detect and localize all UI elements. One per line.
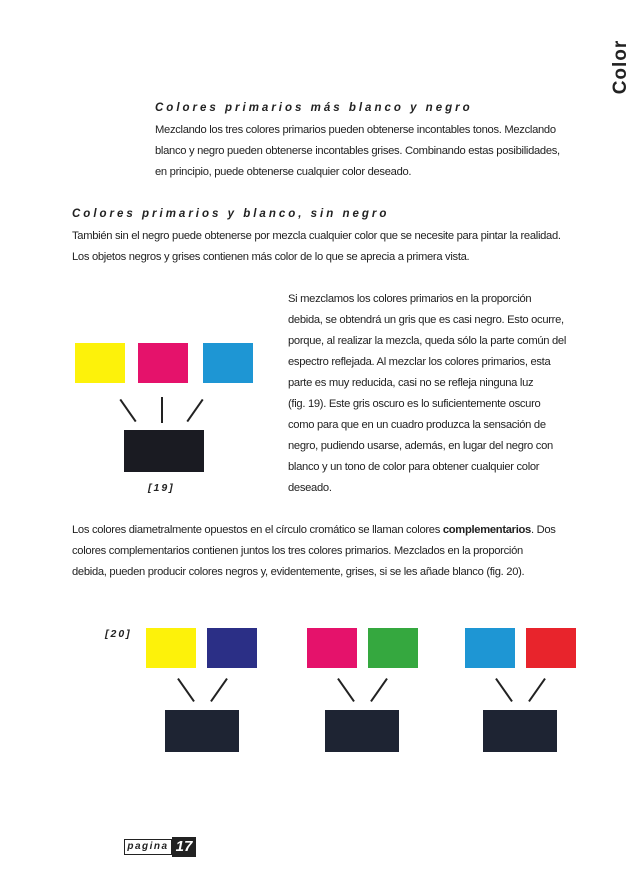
- section3-line: porque, al realizar la mezcla, queda sólo la parte común del: [288, 335, 567, 347]
- pair1-right-swatch: [207, 628, 257, 668]
- pair2-line-right: [370, 678, 388, 702]
- pair2-left-swatch: [307, 628, 357, 668]
- section4-text-part: Los colores diametralmente opuestos en el círculo cromático se llaman colores: [72, 524, 443, 536]
- section2-line: También sin el negro puede obtenerse por mezcla cualquier color que se necesite para pintar la realidad.: [72, 230, 561, 242]
- section3-line: negro, pudiendo usarse, además, en lugar del negro con: [288, 440, 553, 452]
- section1-text: [155, 120, 560, 183]
- pair1-line-left: [177, 678, 195, 702]
- figure-19-label: [19]: [148, 482, 175, 494]
- section3-line: blanco y un tono de color para obtener cualquier color: [288, 461, 540, 473]
- yellow-swatch: [75, 343, 125, 383]
- pair3-line-right: [528, 678, 546, 702]
- section4-text: [72, 520, 556, 583]
- section1-heading: Colores primarios más blanco y negro: [155, 102, 473, 114]
- section1-line: en principio, puede obtenerse cualquier color deseado.: [155, 166, 412, 178]
- section2-heading: Colores primarios y blanco, sin negro: [72, 208, 390, 220]
- pair1-result-swatch: [165, 710, 239, 752]
- section4-line: [72, 520, 556, 541]
- pair2-result-swatch: [325, 710, 399, 752]
- section3-text: [288, 289, 566, 499]
- section3-line: deseado.: [288, 482, 332, 494]
- section1-line: Mezclando los tres colores primarios pueden obtenerse incontables tonos. Mezclando: [155, 124, 556, 136]
- section4-line: colores complementarios contienen juntos los tres colores primarios. Mezclados en la proporción: [72, 545, 523, 557]
- section1-line: blanco y negro pueden obtenerse incontables grises. Combinando estas posibilidades,: [155, 145, 560, 157]
- section3-line: espectro reflejada. Al mezclar los colores primarios, esta: [288, 356, 551, 368]
- page-number: 17: [172, 837, 196, 857]
- pair3-line-left: [495, 678, 513, 702]
- pair1-left-swatch: [146, 628, 196, 668]
- section3-line: debida, se obtendrá un gris que es casi negro. Esto ocurre,: [288, 314, 564, 326]
- pair3-result-swatch: [483, 710, 557, 752]
- page-word: pagina: [124, 839, 172, 855]
- side-title-text: Color: [610, 39, 631, 95]
- mix-line-right: [186, 399, 203, 422]
- pair2-line-left: [337, 678, 355, 702]
- section3-line: parte es muy reducida, casi no se refleja ninguna luz: [288, 377, 534, 389]
- section4-line: debida, pueden producir colores negros y, evidentemente, grises, si se les añade blanco (fig. 20).: [72, 566, 525, 578]
- section4-text-part: . Dos: [530, 524, 556, 536]
- complementarios-term: complementarios: [442, 524, 531, 536]
- section2-text: [72, 226, 561, 268]
- mix-line-center: [161, 397, 163, 423]
- figure-20-label: [20]: [105, 628, 132, 640]
- pair3-left-swatch: [465, 628, 515, 668]
- mix-line-left: [119, 399, 136, 422]
- section3-line: como para que en un cuadro produzca la sensación de: [288, 419, 546, 431]
- pair2-right-swatch: [368, 628, 418, 668]
- section3-line: Si mezclamos los colores primarios en la proporción: [288, 293, 532, 305]
- black-result-swatch: [124, 430, 204, 472]
- section2-line: Los objetos negros y grises contienen más color de lo que se aprecia a primera vista.: [72, 251, 470, 263]
- section3-line: (fig. 19). Este gris oscuro es lo suficientemente oscuro: [288, 398, 541, 410]
- cyan-swatch: [203, 343, 253, 383]
- pair3-right-swatch: [526, 628, 576, 668]
- side-title: [610, 22, 632, 112]
- pair1-line-right: [210, 678, 228, 702]
- magenta-swatch: [138, 343, 188, 383]
- page-footer: [124, 837, 196, 857]
